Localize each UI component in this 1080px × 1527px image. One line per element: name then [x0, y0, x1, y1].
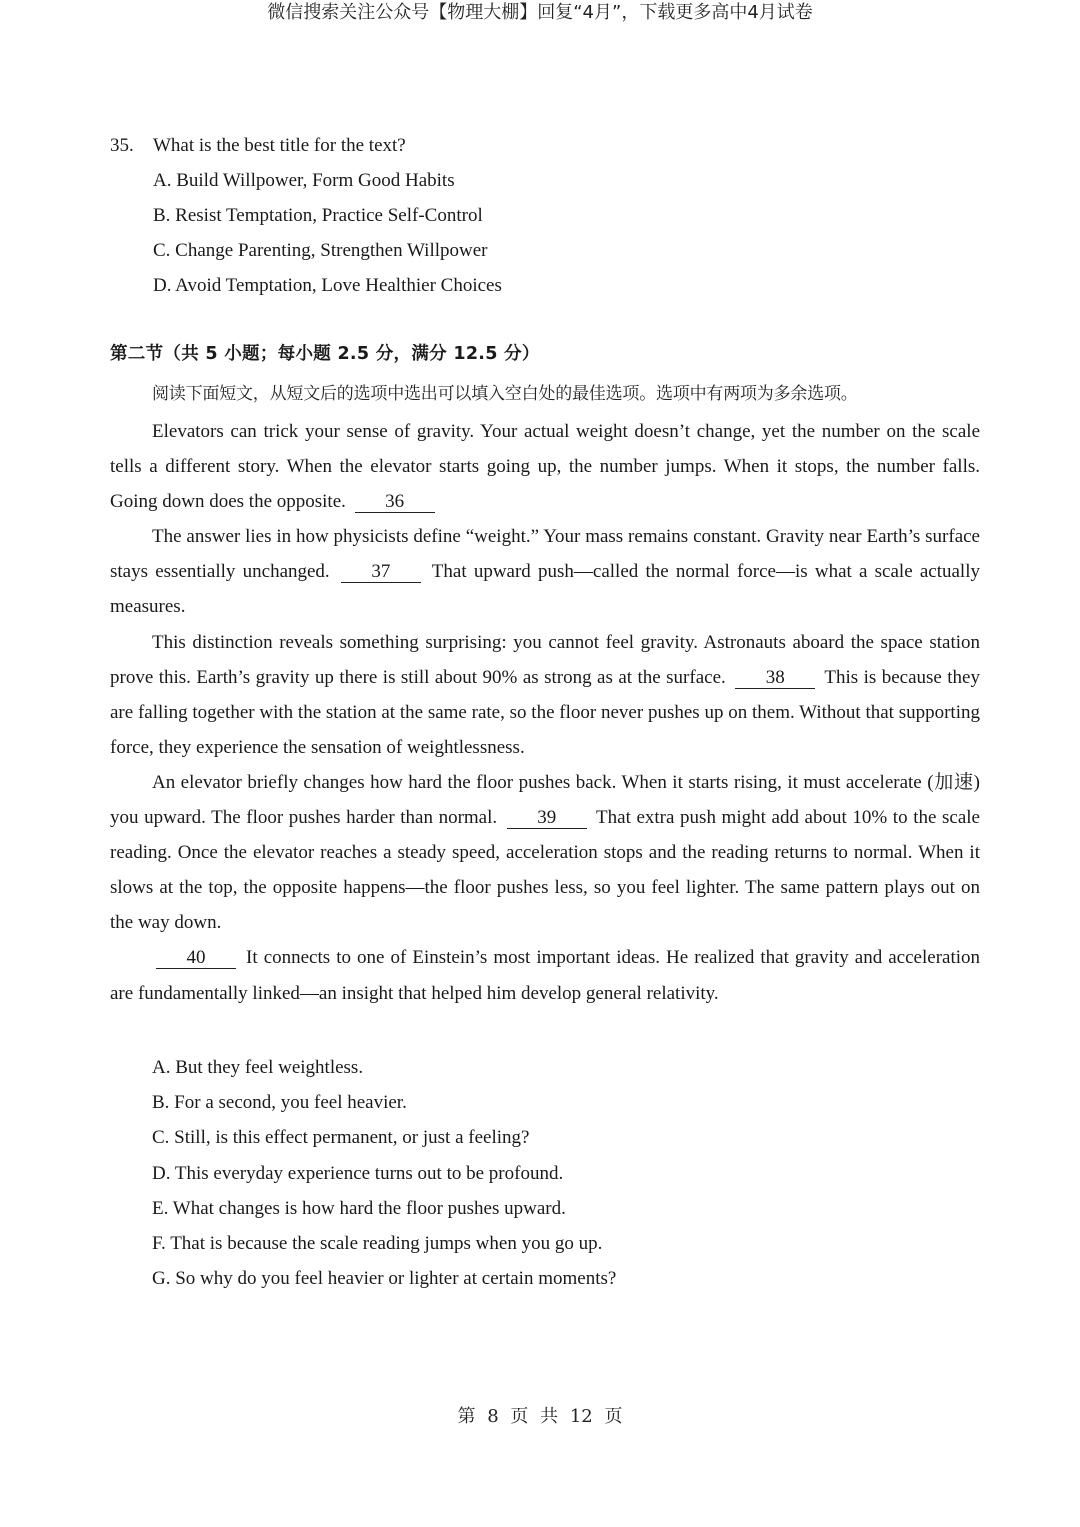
paragraph-2: The answer lies in how physicists define “weight.” Your mass remains constant. Gravity near Earth’s surface stays essentially unchanged. 37 That upward push—called the normal force—is what a scale actually measures. — [110, 526, 980, 618]
answer-choices — [152, 1050, 616, 1296]
choice-c: C. Still, is this effect permanent, or just a feeling? — [152, 1127, 530, 1149]
option-a: A. Build Willpower, Form Good Habits — [153, 170, 455, 191]
question-options — [110, 163, 502, 303]
reading-passage — [110, 414, 980, 1011]
paragraph-5: 40 It connects to one of Einstein’s most important ideas. He realized that gravity and acceleration are fundamentally linked—an insight that helped him develop general relativity. — [110, 947, 981, 1004]
option-c: C. Change Parenting, Strengthen Willpower — [153, 240, 488, 261]
choice-g: G. So why do you feel heavier or lighter at certain moments? — [152, 1268, 617, 1290]
promo-banner: 微信搜索关注公众号【物理大棚】回复“4月”，下载更多高中4月试卷 — [267, 2, 813, 23]
choice-b: B. For a second, you feel heavier. — [152, 1092, 407, 1114]
question-number: 35. — [110, 135, 134, 156]
section-heading: 第二节（共 5 小题；每小题 2.5 分，满分 12.5 分） — [110, 344, 540, 364]
choice-d: D. This everyday experience turns out to be profound. — [152, 1162, 564, 1184]
section-instruction: 阅读下面短文，从短文后的选项中选出可以填入空白处的最佳选项。选项中有两项为多余选项。 — [152, 384, 858, 404]
question-text: What is the best title for the text? — [153, 135, 406, 156]
choice-e: E. What changes is how hard the floor pushes upward. — [152, 1197, 566, 1219]
paragraph-1: Elevators can trick your sense of gravity. Your actual weight doesn’t change, yet the number on the scale tells a different story. When the elevator starts going up, the number jumps. When it stops, the number falls. Going down does the opposite. 36 — [110, 421, 980, 513]
page-number: 第 8 页 共 12 页 — [457, 1406, 623, 1427]
choice-f: F. That is because the scale reading jumps when you go up. — [152, 1233, 603, 1255]
question-35 — [110, 128, 502, 303]
option-d: D. Avoid Temptation, Love Healthier Choices — [153, 275, 502, 296]
blank-38: 38 — [735, 668, 815, 689]
blank-40: 40 — [156, 948, 236, 969]
paragraph-3: This distinction reveals something surprising: you cannot feel gravity. Astronauts aboard the space station prove this. Earth’s gravity up there is still about 90% as strong as at the surface. 38 This is because they are falling together with the station at the same rate, so the floor never pushes up on them. Without that supporting force, they experience the sensation of weightlessness. — [110, 631, 980, 758]
blank-37: 37 — [341, 562, 421, 583]
blank-39: 39 — [507, 808, 587, 829]
question-stem — [110, 128, 502, 163]
option-b: B. Resist Temptation, Practice Self-Control — [153, 205, 483, 226]
choice-a: A. But they feel weightless. — [152, 1057, 364, 1078]
paragraph-4: An elevator briefly changes how hard the floor pushes back. When it starts rising, it must accelerate (加速) you upward. The floor pushes harder than normal. 39 That extra push might add about 10% to the scale reading. Once the elevator reaches a steady speed, acceleration stops and the reading returns to normal. When it slows at the top, the opposite happens—the floor pushes less, so you feel lighter. The same pattern plays out on the way down. — [110, 771, 980, 934]
blank-36: 36 — [355, 492, 435, 513]
